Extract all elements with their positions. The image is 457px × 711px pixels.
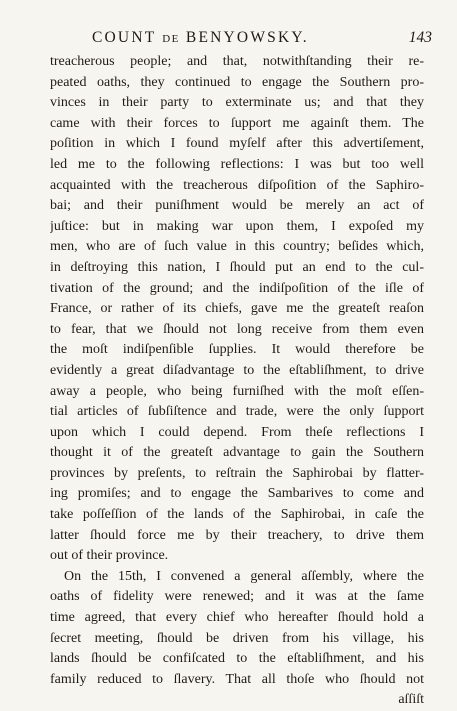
body-text [50, 52, 424, 711]
text-line: lands ſhould be confiſcated to the eſtabliſhment, and his [50, 651, 424, 667]
text-line: juſtice: but in making war upon them, I expoſed my [50, 218, 424, 234]
running-title-part1: COUNT [92, 29, 163, 46]
paragraph-start-line: On the 15th, I convened a general aſſembly, where the [64, 568, 424, 584]
text-line: away a people, who being furniſhed with the moſt eſſen- [50, 383, 424, 399]
text-line: to fear, that we ſhould not long receive from them even [50, 321, 424, 337]
text-line: in deſtroying this nation, I ſhould put an end to the cul- [50, 259, 424, 275]
text-line: tial articles of ſubſiſtence and trade, were the only ſupport [50, 404, 424, 420]
text-line: France, or rather of its chiefs, gave me the greateſt reaſon [50, 301, 424, 317]
text-line: oaths of fidelity were renewed; and it was at the ſame [50, 589, 424, 605]
text-line: led me to the following reflections: I was but too well [50, 156, 424, 172]
running-title-part2: BENYOWSKY. [179, 29, 309, 46]
text-line: tivation of the ground; and the indiſpoſition of the iſle of [50, 280, 424, 296]
text-line: provinces by preſents, to reſtrain the Saphirobai by flatter- [50, 465, 424, 481]
text-line: the moſt indiſpenſible ſupplies. It would therefore be [50, 342, 424, 358]
text-line: upon which I could depend. From theſe reflections I [50, 424, 424, 440]
text-line: peated oaths, they continued to engage the Southern pro- [50, 74, 424, 90]
text-line: poſition in which I found myſelf after this advertiſement, [50, 136, 424, 152]
running-title-de: DE [162, 33, 180, 45]
page-header [92, 29, 432, 49]
text-line: out of their province. [50, 548, 169, 564]
text-line: men, who are of ſuch value in this country; beſides which, [50, 239, 424, 255]
catchword: aſſiſt [398, 692, 424, 708]
text-line: evidently a great diſadvantage to the eſtabliſhment, to drive [50, 362, 424, 378]
text-line: thought it of the greateſt advantage to gain the Southern [50, 445, 424, 461]
text-line: came with their forces to ſupport me againſt them. The [50, 115, 424, 131]
text-line: ing promiſes; and to engage the Sambarives to come and [50, 486, 424, 502]
text-line: family reduced to ſlavery. That all thoſe who ſhould not [50, 671, 424, 687]
text-line: take poſſeſſion of the lands of the Saphirobai, in caſe the [50, 507, 424, 523]
text-line: latter ſhould force me by their treachery, to drive them [50, 527, 424, 543]
text-line: acquainted with the treacherous diſpoſition of the Saphiro- [50, 177, 424, 193]
page-number: 143 [408, 29, 432, 46]
text-line: ſecret meeting, ſhould be driven from his village, his [50, 630, 424, 646]
text-line: bai; and their puniſhment would be merely an act of [50, 198, 424, 214]
running-title [92, 29, 309, 47]
text-line: treacherous people; and that, notwithſtanding their re- [50, 54, 424, 69]
text-line: time agreed, that every chief who hereafter ſhould hold a [50, 610, 424, 626]
text-line: vinces in their party to exterminate us; and that they [50, 95, 424, 111]
